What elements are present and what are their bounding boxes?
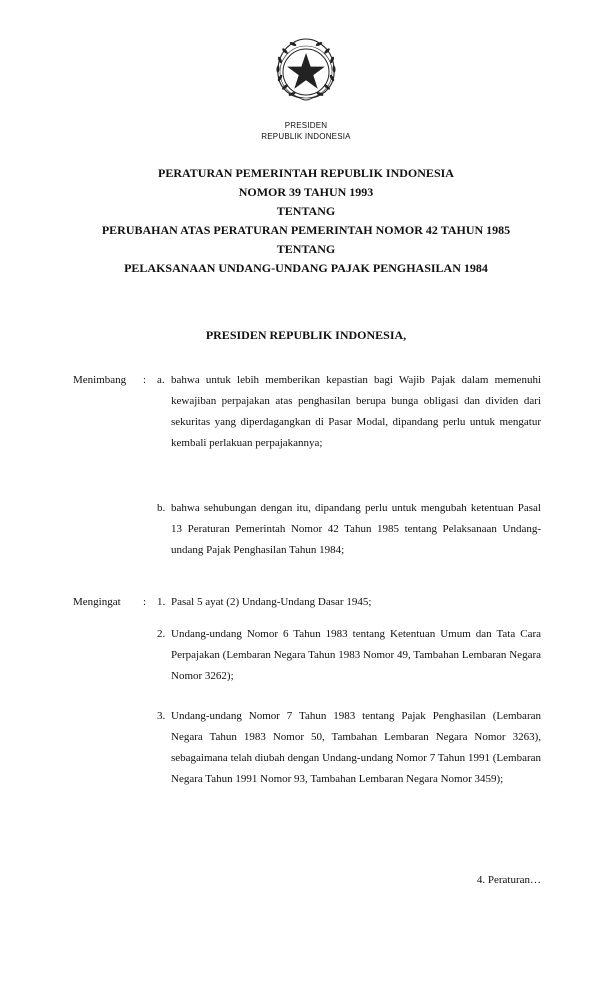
- menimbang-colon: :: [143, 374, 147, 386]
- menimbang-label: Menimbang: [73, 374, 127, 386]
- letterhead-line-presiden: PRESIDEN: [284, 121, 328, 130]
- item-marker: 1.: [157, 596, 166, 608]
- item-text: bahwa untuk lebih memberikan kepastian bagi Wajib Pajak dalam memenuhi kewajiban perpajakan atas penghasilan berupa bunga obligasi dan dividen dari sekuritas yang diperdagangkan di Pasar Modal, dipandang perlu untuk mengatur kembali perlakuan perpajakannya;: [171, 374, 541, 449]
- item-marker: 2.: [157, 628, 166, 640]
- document-title-block: [0, 164, 612, 278]
- item-marker: 3.: [157, 710, 166, 722]
- mengingat-label: Mengingat: [73, 596, 121, 608]
- garuda-emblem-icon: [266, 32, 346, 112]
- item-text: bahwa sehubungan dengan itu, dipandang perlu untuk mengubah ketentuan Pasal 13 Peraturan Pemerintah Nomor 42 Tahun 1985 tentang Pelaksanaan Undang-undang Pajak Penghasilan Tahun 1984;: [171, 502, 541, 556]
- title-line-4: PERUBAHAN ATAS PERATURAN PEMERINTAH NOMOR 42 TAHUN 1985: [101, 223, 511, 237]
- letterhead-line-republik: REPUBLIK INDONESIA: [261, 132, 351, 141]
- item-text: Undang-undang Nomor 6 Tahun 1983 tentang Ketentuan Umum dan Tata Cara Perpajakan (Lembaran Negara Tahun 1983 Nomor 49, Tambahan Lembaran Negara Nomor 3262);: [171, 628, 541, 682]
- item-marker: a.: [157, 374, 165, 386]
- item-text: Pasal 5 ayat (2) Undang-Undang Dasar 1945;: [171, 596, 372, 608]
- title-line-5: TENTANG: [276, 242, 336, 256]
- letterhead: [0, 120, 612, 142]
- next-page-reference: 4. Peraturan…: [476, 874, 541, 886]
- mengingat-colon: :: [143, 596, 147, 608]
- item-text: Undang-undang Nomor 7 Tahun 1983 tentang Pajak Penghasilan (Lembaran Negara Tahun 1983 Nomor 50, Tambahan Lembaran Negara Nomor 3263), sebagaimana telah diubah dengan Undang-undang Nomor 7 Tahun 1991 (Lembaran Negara Tahun 1991 Nomor 93, Tambahan Lembaran Negara Nomor 3459);: [171, 710, 541, 785]
- item-marker: b.: [157, 502, 166, 514]
- title-line-2: NOMOR 39 TAHUN 1993: [238, 185, 374, 199]
- title-line-3: TENTANG: [276, 204, 336, 218]
- preamble-heading: PRESIDEN REPUBLIK INDONESIA,: [205, 328, 407, 342]
- title-line-1: PERATURAN PEMERINTAH REPUBLIK INDONESIA: [158, 166, 454, 180]
- title-line-6: PELAKSANAAN UNDANG-UNDANG PAJAK PENGHASILAN 1984: [124, 261, 488, 275]
